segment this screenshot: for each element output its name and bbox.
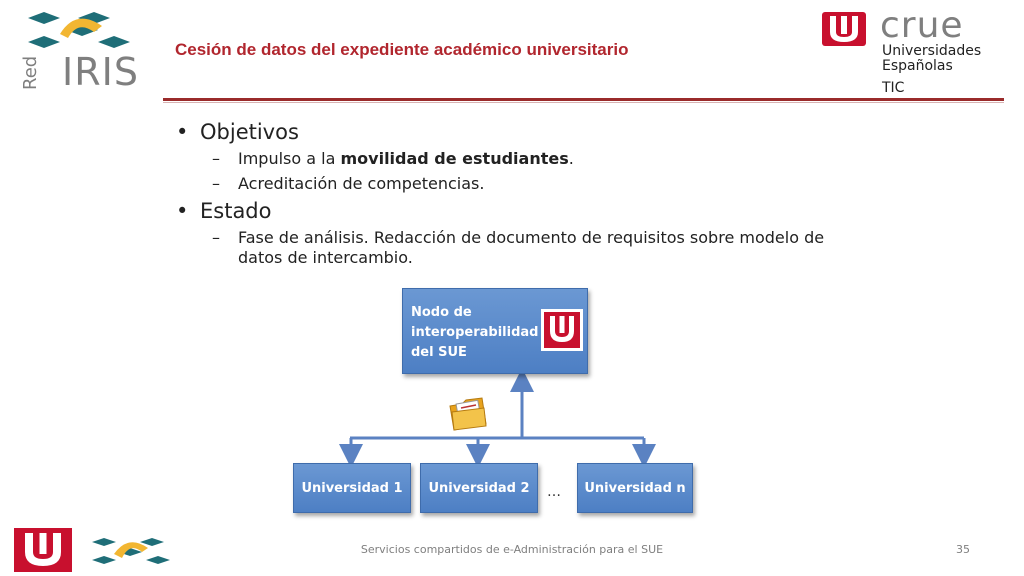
universidad-1-label: Universidad 1 [301,480,403,496]
node-line1: Nodo de [411,305,472,320]
crue-u-logo-icon [541,309,583,351]
rediris-prefix: Red [20,55,41,90]
sub-bullet-acreditacion: – Acreditación de competencias. [212,174,485,193]
dash-icon: – [212,228,220,247]
universidad-2-box [420,463,538,513]
page-number: 35 [956,543,970,556]
bullet-objetivos: • Objetivos [176,120,299,144]
universidad-n-box [577,463,693,513]
crue-line1: Universidades [882,43,982,59]
nodo-interoperabilidad-box [402,288,588,374]
node-line3: del SUE [411,345,467,360]
bullet-dot-icon: • [176,120,189,144]
dash-icon: – [212,174,220,193]
crue-line3: TIC [882,80,905,96]
node-line2: interoperabilidad [411,325,539,340]
footer-text: Servicios compartidos de e-Administración para el SUE [360,543,664,556]
sub-bullet-fase: – Fase de análisis. Redacción de documento de requisitos sobre modelo de datos de intercambio. [212,228,825,267]
universidad-n-label: Universidad n [584,480,686,496]
page-title: Cesión de datos del expediente académico universitario [175,40,629,59]
bullet-estado: • Estado [176,199,272,223]
universidad-2-label: Universidad 2 [428,480,530,496]
ellipsis-label: … [547,484,561,500]
universidad-1-box [293,463,411,513]
crue-name: crue [880,5,964,46]
bullet-dot-icon: • [176,199,189,223]
dash-icon: – [212,149,220,168]
folder-documents-icon [446,394,490,434]
rediris-name: IRIS [62,50,139,94]
sub-bullet-movilidad: – Impulso a la movilidad de estudiantes. [212,149,574,168]
crue-line2: Españolas [882,58,953,74]
